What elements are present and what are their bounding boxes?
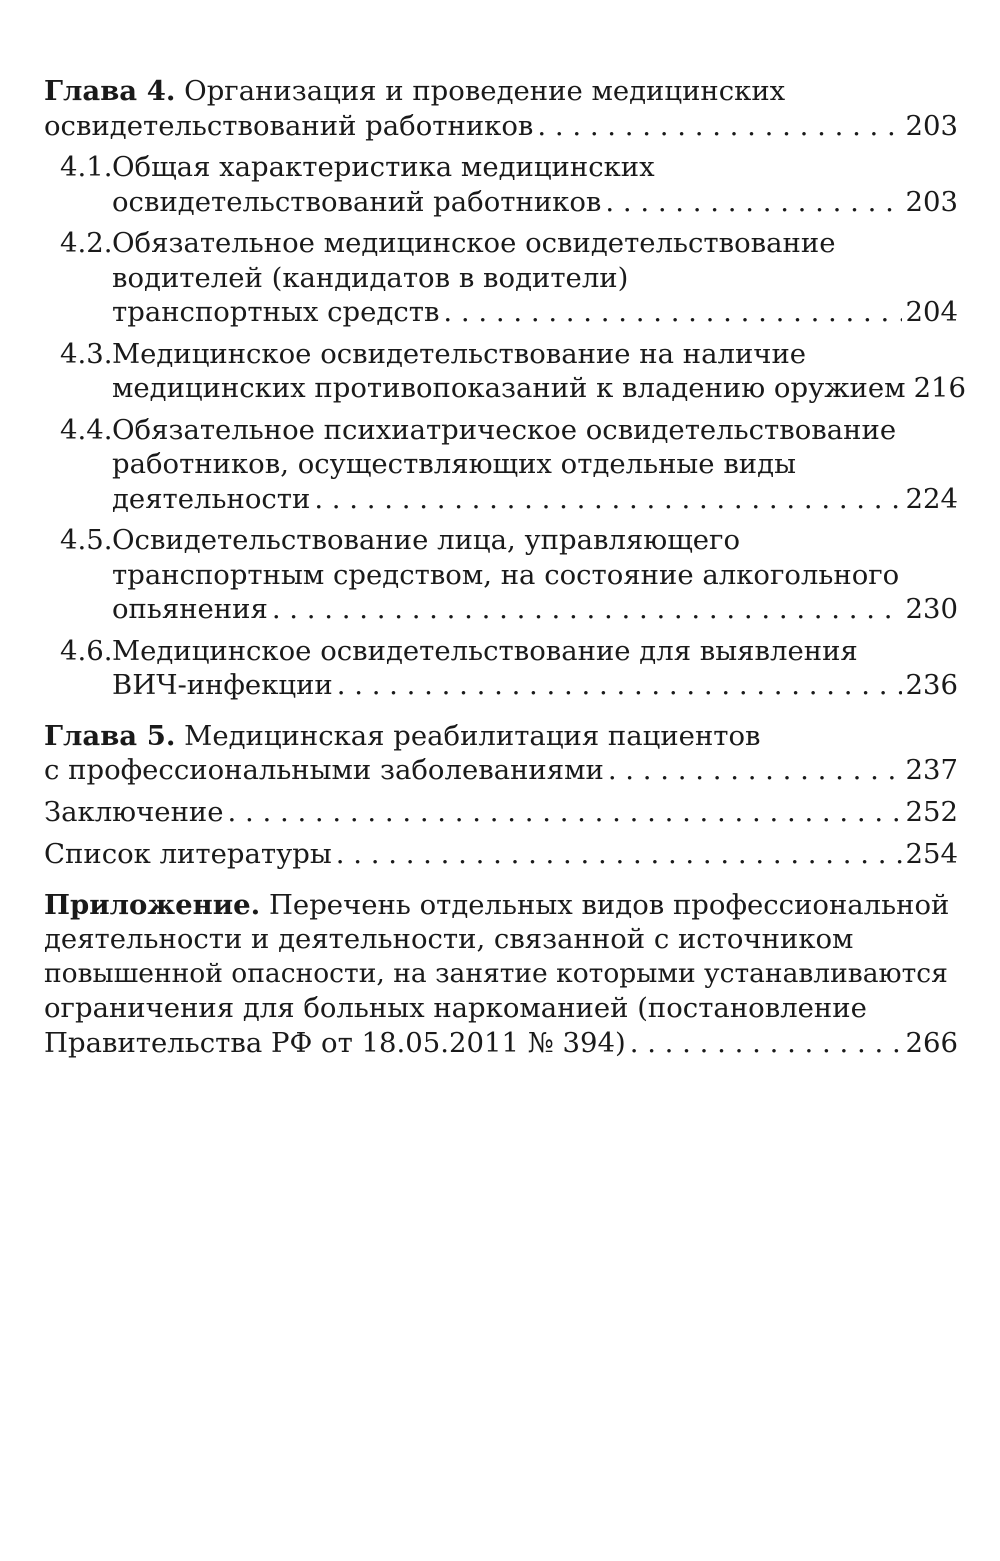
section-title-line-1: Общая характеристика медицинских	[112, 151, 655, 183]
toc-entry-appendix[interactable]	[44, 888, 958, 1061]
page-number: 252	[905, 795, 958, 828]
dot-leader	[630, 1026, 902, 1061]
section-title-line-1: Медицинское освидетельствование на наличие	[112, 337, 807, 370]
dot-leader	[443, 295, 901, 330]
appendix-title-line-2: деятельности и деятельности, связанной с источником	[44, 923, 854, 955]
toc-entry-4-1[interactable]	[44, 150, 958, 219]
page-number: 266	[905, 1026, 958, 1059]
section-number: 4.3.	[60, 337, 113, 370]
chapter-title-line-1: Медицинская реабилитация пациентов	[184, 719, 761, 752]
section-title-line-2: освидетельствований работников	[112, 185, 602, 218]
dot-leader	[228, 795, 902, 830]
toc-entry-4-3[interactable]	[44, 337, 967, 406]
section-title-line-2: медицинских противопоказаний к владению оружием	[112, 372, 906, 404]
appendix-title-line-5: Правительства РФ от 18.05.2011 № 394)	[44, 1026, 626, 1059]
appendix-title-line-1: Перечень отдельных видов профессиональной	[268, 888, 950, 921]
section-title-line-1: Обязательное медицинское освидетельствование	[112, 227, 836, 259]
section-title-line-2: транспортным средством, на состояние алкогольного	[112, 558, 900, 591]
section-title-line-3: опьянения	[112, 593, 268, 625]
appendix-label: Приложение.	[44, 888, 261, 921]
chapter-title-line-2: освидетельствований работников	[44, 109, 534, 142]
section-title-line-1: Обязательное психиатрическое освидетельствование	[112, 413, 897, 446]
appendix-title-line-4: ограничения для больных наркоманией (постановление	[44, 992, 867, 1024]
page-number: 203	[905, 185, 958, 218]
page-number: 203	[905, 109, 958, 142]
section-title-line-2: работников, осуществляющих отдельные виды	[112, 448, 796, 480]
page-number: 230	[905, 593, 958, 625]
table-of-contents	[44, 74, 967, 1060]
section-title-line-2: ВИЧ-инфекции	[112, 669, 333, 701]
toc-entry-references[interactable]	[44, 837, 958, 872]
toc-entry-4-5[interactable]	[44, 523, 958, 627]
toc-entry-4-2[interactable]	[44, 226, 958, 330]
appendix-title-line-3: повышенной опасности, на занятие которыми устанавливаются	[44, 957, 948, 989]
toc-entry-4-6[interactable]	[44, 634, 958, 703]
page-number: 254	[905, 838, 958, 870]
dot-leader	[272, 592, 902, 627]
section-number: 4.5.	[60, 524, 113, 556]
page-number: 237	[905, 754, 958, 786]
chapter-title-line-1: Организация и проведение медицинских	[184, 75, 786, 107]
toc-entry-4-4[interactable]	[44, 413, 958, 517]
references-title: Список литературы	[44, 838, 332, 870]
dot-leader	[336, 837, 902, 872]
toc-entry-chapter-4[interactable]	[44, 74, 958, 143]
section-title-line-1: Медицинское освидетельствование для выявления	[112, 634, 858, 667]
section-title-line-2: водителей (кандидатов в водители)	[112, 261, 629, 294]
dot-leader	[314, 482, 901, 517]
page-number: 216	[913, 372, 967, 404]
toc-entry-chapter-5[interactable]	[44, 719, 958, 788]
chapter-label: Глава 4.	[44, 75, 176, 107]
page-number: 204	[905, 296, 958, 328]
toc-entry-conclusion[interactable]	[44, 795, 958, 830]
dot-leader	[537, 109, 901, 144]
section-number: 4.2.	[60, 227, 113, 259]
section-title-line-3: транспортных средств	[112, 296, 440, 328]
dot-leader	[605, 185, 901, 220]
page-number: 236	[905, 669, 958, 701]
section-number: 4.4.	[60, 413, 113, 446]
conclusion-title: Заключение	[44, 795, 224, 828]
page-number: 224	[905, 482, 958, 515]
section-title-line-3: деятельности	[112, 482, 311, 515]
dot-leader	[608, 753, 902, 788]
section-title-line-1: Освидетельствование лица, управляющего	[112, 524, 741, 556]
section-number: 4.1.	[60, 151, 113, 183]
chapter-title-line-2: с профессиональными заболеваниями	[44, 754, 604, 786]
section-number: 4.6.	[60, 634, 113, 667]
dot-leader	[337, 668, 902, 703]
chapter-label: Глава 5.	[44, 719, 176, 752]
